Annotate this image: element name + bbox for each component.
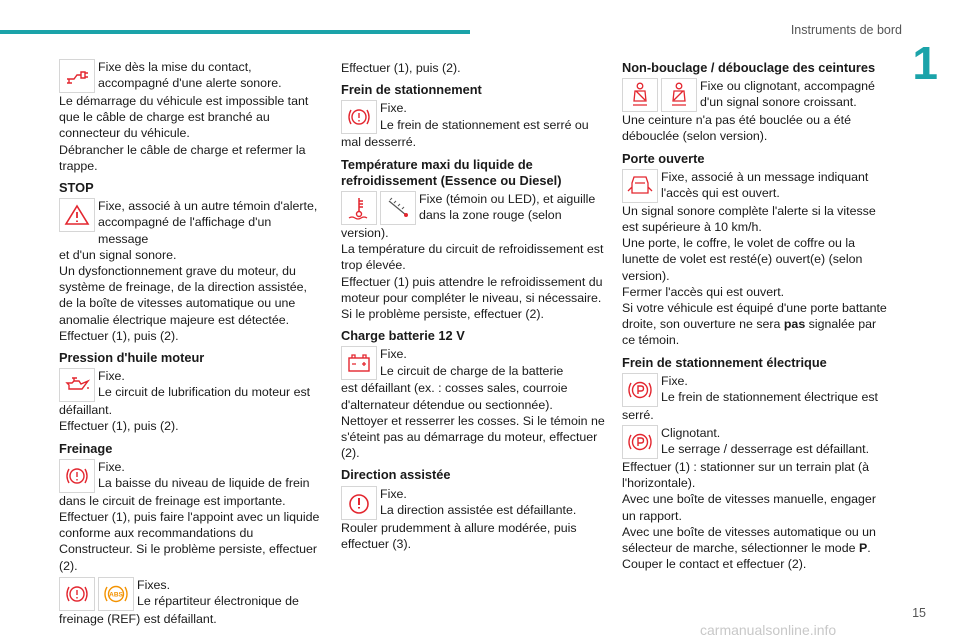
stop-desc: Fixe, associé à un autre témoin d'alerte, accompagné de l'affichage d'un message [98, 199, 318, 246]
seatbelt-icon [622, 78, 658, 112]
stop-warning-icon [59, 198, 95, 232]
column-2 [341, 58, 605, 552]
abs-block [59, 577, 324, 611]
stop-body: et d'un signal sonore. Un dysfonctionnement grave du moteur, du système de freinage, de la direction assistée, de la boîte de vitesses automatique ou une anomalie électrique majeure est détectée. Effectuer (1), puis (2). [59, 247, 307, 343]
door-open-icon [622, 169, 658, 203]
belt-body: Une ceinture n'a pas été bouclée ou a été débouclée (selon version). [622, 113, 852, 144]
stop-title: STOP [59, 180, 94, 196]
oil-desc: Fixe. Le circuit de lubrification du moteur est [98, 369, 311, 400]
park-desc: Fixe. Le frein de stationnement est serré ou [380, 101, 589, 132]
battery-body: est défaillant (ex. : cosses sales, courroie d'alternateur détendue ou sectionnée). Nettoyer et resserrer les cosses. Si le témoin ne s'éteint pas au démarrage du moteur, effectuer (2). [341, 381, 605, 461]
belt-block [622, 78, 888, 112]
temp-gauge-icon [380, 191, 416, 225]
brake-title: Freinage [59, 440, 113, 456]
oil-title: Pression d'huile moteur [59, 350, 205, 366]
abs-desc: Fixes. Le répartiteur électronique de [137, 577, 299, 609]
abs-icon [98, 577, 134, 611]
temp-body: version). La température du circuit de refroidissement est trop élevée. Effectuer (1) puis attendre le refroidissement du moteur pour compléter le niveau, si nécessaire. Si le problème persiste, effectuer (2). [341, 226, 604, 322]
temp-desc: Fixe (témoin ou LED), et aiguille dans la zone rouge (selon [419, 192, 596, 223]
column-1 [59, 58, 324, 627]
top-accent-bar [0, 30, 470, 34]
epb-body-2: Effectuer (1) : stationner sur un terrain plat (à l'horizontale). Avec une boîte de vitesses manuelle, engager un rapport. [622, 460, 876, 523]
oil-body: défaillant. Effectuer (1), puis (2). [59, 403, 179, 434]
coolant-temp-icon [341, 191, 377, 225]
temp-title: Température maxi du liquide de refroidissement (Essence ou Diesel) [341, 156, 562, 188]
temp-block [341, 191, 605, 225]
parking-brake-icon [341, 100, 377, 134]
brake-block [59, 459, 324, 493]
steering-wheel-icon [341, 486, 377, 520]
brake-desc: Fixe. La baisse du niveau de liquide de frein [98, 459, 310, 491]
door-body: Un signal sonore complète l'alerte si la vitesse est supérieure à 10 km/h. Une porte, le coffre, le volet de coffre ou la lunette de volet est resté(e) ouvert(e) (selon version). Fermer l'accès qui est ouvert. [622, 203, 876, 299]
column-3 [622, 58, 888, 572]
seatbelt-icon-2 [661, 78, 697, 112]
abs-body: freinage (REF) est défaillant. [59, 611, 217, 626]
brake-warning-icon-2 [59, 577, 95, 611]
park-block [341, 100, 605, 134]
page-header: Instruments de bord [790, 23, 902, 37]
charge-cable-body: Le démarrage du véhicule est impossible tant que le câble de charge est branché au connecteur du véhicule. Débrancher le câble de charge et refermer la trappe. [59, 94, 309, 173]
stop-block [59, 198, 324, 247]
epb-block-2 [622, 425, 888, 459]
charge-cable-block [59, 59, 324, 93]
battery-block [341, 346, 605, 380]
abs-icon-label: ABS [109, 591, 123, 599]
door-title: Porte ouverte [622, 150, 705, 166]
epb-title: Frein de stationnement électrique [622, 354, 827, 370]
steering-body: Rouler prudemment à allure modérée, puis effectuer (3). [341, 520, 577, 551]
brake-warning-icon [59, 459, 95, 493]
epb-body-3: Avec une boîte de vitesses automatique ou un sélecteur de marche, sélectionner le mode P. [622, 524, 876, 556]
battery-title: Charge batterie 12 V [341, 328, 465, 344]
epb-block-1 [622, 373, 888, 407]
epb-desc-1: Fixe. Le frein de stationnement électrique est [661, 373, 878, 405]
col2-intro: Effectuer (1), puis (2). [341, 61, 461, 75]
park-title: Frein de stationnement [341, 82, 482, 98]
steering-block [341, 486, 605, 520]
electric-parking-brake-icon-2 [622, 425, 658, 459]
belt-desc: Fixe ou clignotant, accompagné d'un signal sonore croissant. [700, 79, 875, 110]
charge-plug-icon [59, 59, 95, 93]
chapter-number: 1 [912, 37, 938, 89]
watermark: carmanualsonline.info [700, 622, 837, 638]
steering-desc: Fixe. La direction assistée est défaillante. [380, 486, 577, 517]
electric-parking-brake-icon [622, 373, 658, 407]
charge-cable-desc: Fixe dès la mise du contact, accompagné d'une alerte sonore. [98, 60, 282, 91]
battery-icon [341, 346, 377, 380]
door-block [622, 169, 888, 203]
oil-can-icon [59, 368, 95, 402]
epb-desc-2: Clignotant. Le serrage / desserrage est défaillant. [661, 426, 870, 457]
steering-title: Direction assistée [341, 467, 451, 483]
brake-body: dans le circuit de freinage est importante. Effectuer (1), puis faire l'appoint avec un liquide conforme aux recommandations du Constructeur. Si le problème persiste, effectuer (2). [59, 493, 320, 573]
battery-desc: Fixe. Le circuit de charge de la batterie [380, 347, 564, 378]
door-desc: Fixe, associé à un message indiquant l'accès qui est ouvert. [661, 169, 869, 201]
oil-block [59, 368, 324, 402]
belt-title: Non-bouclage / débouclage des ceintures [622, 60, 876, 75]
epb-body-4: Couper le contact et effectuer (2). [622, 557, 807, 572]
page-number: 15 [912, 606, 926, 620]
door-body-2: Si votre véhicule est équipé d'une porte battante droite, son ouverture ne sera pas signalée par ce témoin. [622, 301, 887, 348]
epb-body-1: serré. [622, 407, 654, 422]
park-body: mal desserré. [341, 135, 417, 150]
